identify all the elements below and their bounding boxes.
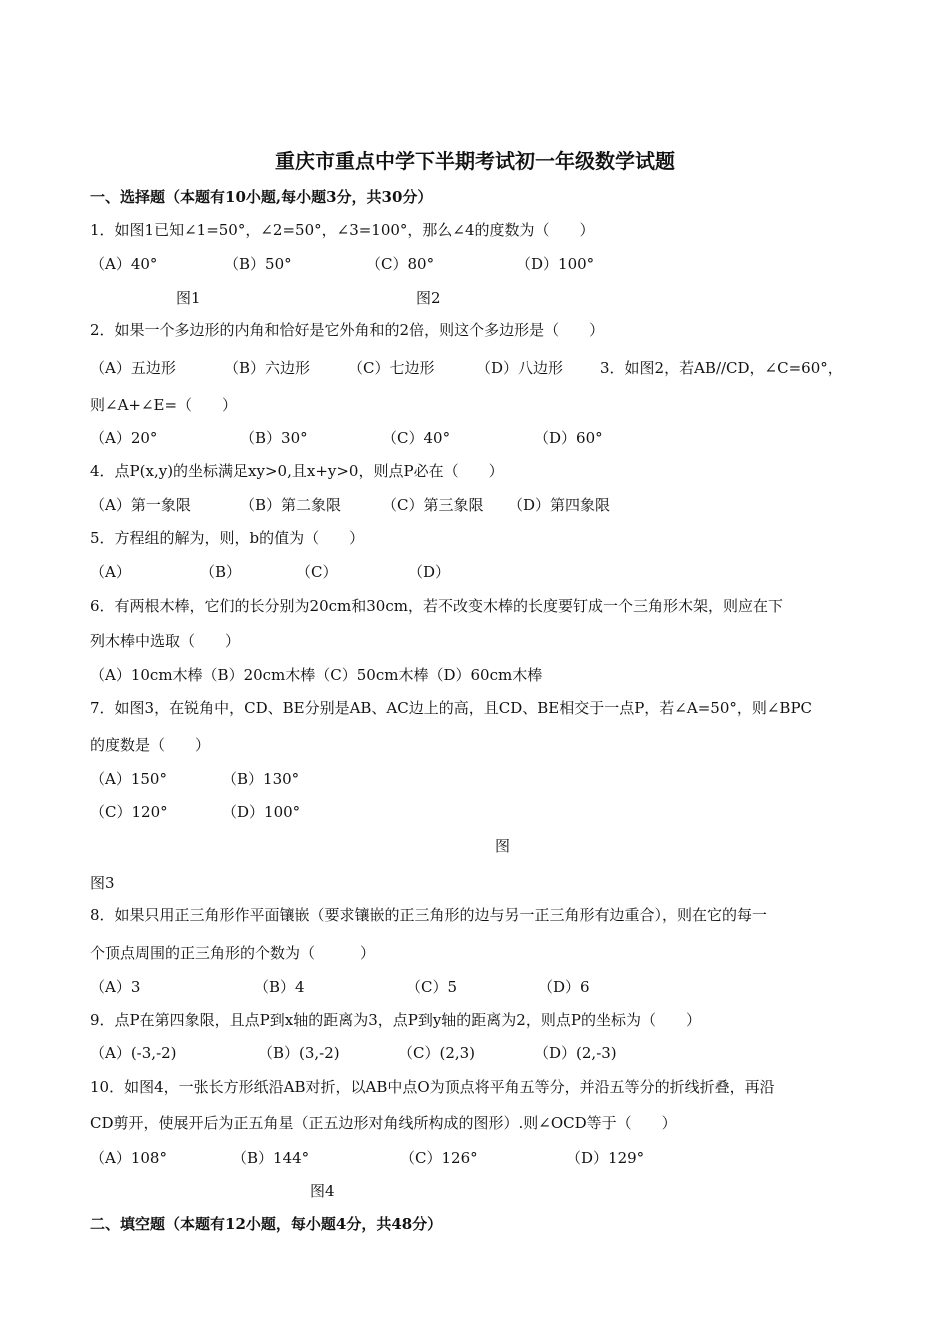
option-c: （C）126° xyxy=(400,1149,478,1167)
question-7-options-row1 xyxy=(90,769,890,789)
option-a: （A）(-3,-2) xyxy=(90,1044,177,1062)
option-b: （B）(3,-2) xyxy=(258,1044,340,1062)
option-d: （D）(2,-3) xyxy=(534,1044,617,1062)
question-7-stem-cont: 的度数是（ ） xyxy=(90,736,211,754)
option-d: （D） xyxy=(408,563,451,581)
option-c: （C）5 xyxy=(406,978,458,996)
question-3-stem-cont: 则∠A+∠E=（ ） xyxy=(90,396,238,414)
option-d: （D）100° xyxy=(516,255,595,273)
figure-1-caption: 图1 xyxy=(176,289,201,307)
question-8-stem: 8．如果只用正三角形作平面镶嵌（要求镶嵌的正三角形的边与另一正三角形有边重合），则在它的每一 xyxy=(90,906,768,924)
question-1-stem: 1．如图1已知∠1=50°，∠2=50°，∠3=100°，那么∠4的度数为（ ） xyxy=(90,221,595,239)
question-4-stem: 4．点P(x,y)的坐标满足xy>0,且x+y>0，则点P必在（ ） xyxy=(90,462,504,480)
question-4-options xyxy=(90,495,890,515)
question-10-stem-cont: CD剪开，使展开后为正五角星（正五边形对角线所构成的图形）.则∠OCD等于（ ） xyxy=(90,1114,677,1132)
question-2-stem: 2．如果一个多边形的内角和恰好是它外角和的2倍，则这个多边形是（ ） xyxy=(90,321,605,339)
option-c: （C）40° xyxy=(382,429,451,447)
option-b: （B） xyxy=(200,563,242,581)
option-b: （B）30° xyxy=(240,429,308,447)
option-c: （C）(2,3) xyxy=(398,1044,476,1062)
option-b: （B）130° xyxy=(222,770,300,788)
question-8-options xyxy=(90,977,890,997)
option-c: （C） xyxy=(296,563,338,581)
figure-3-caption: 图3 xyxy=(90,874,115,892)
question-5-stem: 5．方程组的解为，则，b的值为（ ） xyxy=(90,529,365,547)
question-9-stem: 9．点P在第四象限，且点P到x轴的距离为3，点P到y轴的距离为2，则点P的坐标为（ ） xyxy=(90,1011,701,1029)
question-9-options xyxy=(90,1043,890,1063)
option-a: （A）五边形 xyxy=(90,359,176,377)
question-6-stem-cont: 列木棒中选取（ ） xyxy=(90,632,241,650)
question-10-options xyxy=(90,1148,890,1168)
question-6-stem: 6．有两根木棒，它们的长分别为20cm和30cm，若不改变木棒的长度要钉成一个三角形木架，则应在下 xyxy=(90,597,783,615)
option-a: （A） xyxy=(90,563,131,581)
option-d: （D）100° xyxy=(222,803,301,821)
question-7-options-row2 xyxy=(90,802,890,822)
option-b: （B）50° xyxy=(224,255,292,273)
question-8-stem-cont: 个顶点周围的正三角形的个数为（ ） xyxy=(90,944,376,962)
question-5-options xyxy=(90,562,890,582)
figure-caption: 图 xyxy=(495,837,511,855)
section-heading-choice: 一、选择题（本题有10小题,每小题3分，共30分） xyxy=(90,188,433,206)
option-a: （A）第一象限 xyxy=(90,496,191,514)
question-6-options: （A）10cm木棒（B）20cm木棒（C）50cm木棒（D）60cm木棒 xyxy=(90,666,543,684)
page-title: 重庆市重点中学下半期考试初一年级数学试题 xyxy=(275,149,675,173)
figure-2-caption: 图2 xyxy=(416,289,441,307)
option-b: （B）第二象限 xyxy=(240,496,342,514)
option-b: （B）六边形 xyxy=(224,359,311,377)
option-c: （C）第三象限 xyxy=(382,496,484,514)
question-7-stem: 7．如图3，在锐角中，CD、BE分别是AB、AC边上的高，且CD、BE相交于一点P，若∠A=50°，则∠BPC xyxy=(90,699,813,717)
figure-4-caption: 图4 xyxy=(310,1182,335,1200)
option-a: （A）108° xyxy=(90,1149,167,1167)
option-a: （A）3 xyxy=(90,978,141,996)
option-c: （C）120° xyxy=(90,803,168,821)
question-2-options xyxy=(90,358,870,378)
option-c: （C）80° xyxy=(366,255,435,273)
question-3-stem: 3．如图2，若AB//CD，∠C=60°， xyxy=(600,359,843,377)
question-10-stem: 10．如图4，一张长方形纸沿AB对折，以AB中点O为顶点将平角五等分，并沿五等分的折线折叠，再沿 xyxy=(90,1078,775,1096)
option-d: （D）60° xyxy=(534,429,603,447)
section-heading-fill-blank: 二、填空题（本题有12小题，每小题4分，共48分） xyxy=(90,1215,443,1233)
question-1-options xyxy=(90,254,890,274)
option-a: （A）20° xyxy=(90,429,158,447)
option-a: （A）40° xyxy=(90,255,158,273)
option-a: （A）150° xyxy=(90,770,167,788)
option-d: （D）第四象限 xyxy=(508,496,611,514)
option-d: （D）八边形 xyxy=(476,359,564,377)
question-3-options xyxy=(90,428,890,448)
option-d: （D）129° xyxy=(566,1149,645,1167)
option-b: （B）4 xyxy=(254,978,305,996)
option-c: （C）七边形 xyxy=(348,359,435,377)
option-d: （D）6 xyxy=(538,978,590,996)
option-b: （B）144° xyxy=(232,1149,310,1167)
